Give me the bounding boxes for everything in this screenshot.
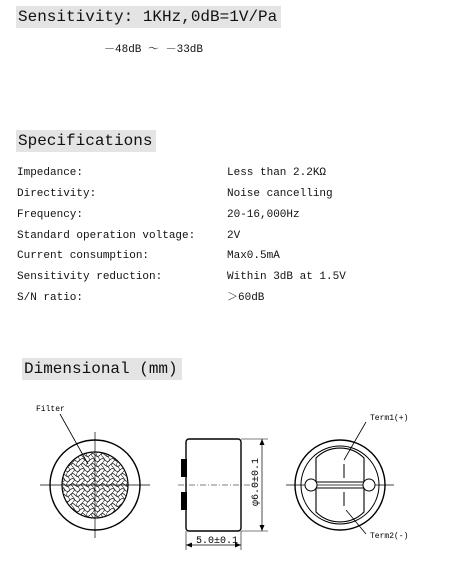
spec-value: Within 3dB at 1.5V [227,271,346,283]
front-view [36,405,150,538]
spec-row-sn-ratio [17,290,265,306]
mount-hole-right [363,479,375,491]
spec-row-impedance [17,165,327,181]
side-lead-bottom [181,492,187,510]
term1-label: Term1(+) [370,414,409,423]
spec-label: S/N ratio: [17,292,84,304]
side-view [178,439,268,550]
spec-label: Standard operation voltage: [17,230,196,242]
diameter-dim-label: φ6.0±0.1 [251,457,262,506]
spec-row-frequency [17,207,300,223]
width-dim-label: 5.0±0.1 [196,536,239,547]
spec-label: Sensitivity reduction: [17,271,163,283]
dimensional-heading: Dimensional (mm) [22,358,182,380]
dimension-drawing [0,392,461,567]
term2-label: Term2(-) [370,532,409,541]
sensitivity-heading: Sensitivity: 1KHz,0dB=1V/Pa [16,6,281,28]
spec-row-directivity [17,186,333,202]
spec-label: Current consumption: [17,250,150,262]
spec-value: Less than 2.2KΩ [227,167,327,179]
spec-value: 2V [227,230,241,242]
spec-label: Impedance: [17,167,84,179]
side-lead-top [181,459,187,477]
spec-row-sensitivity-reduction [17,269,346,285]
spec-row-current [17,248,280,264]
specifications-heading: Specifications [16,130,156,152]
arrow-down-icon [260,525,265,531]
arrow-up-icon [260,439,265,445]
mount-hole-left [305,479,317,491]
spec-value: 20-16,000Hz [227,209,300,221]
back-view [286,414,408,541]
filter-label: Filter [36,405,65,414]
arrow-left-icon [186,543,192,548]
filter-leader-line [60,414,88,464]
spec-value: Noise cancelling [227,188,333,200]
spec-value: Max0.5mA [227,250,280,262]
spec-label: Frequency: [17,209,84,221]
spec-label: Directivity: [17,188,97,200]
terminal-minus-pad [316,488,364,522]
terminal-plus-pad [316,448,364,482]
sensitivity-range: －48dB ～ －33dB [104,44,204,56]
spec-value: ＞60dB [227,292,265,304]
spec-row-voltage [17,228,241,244]
